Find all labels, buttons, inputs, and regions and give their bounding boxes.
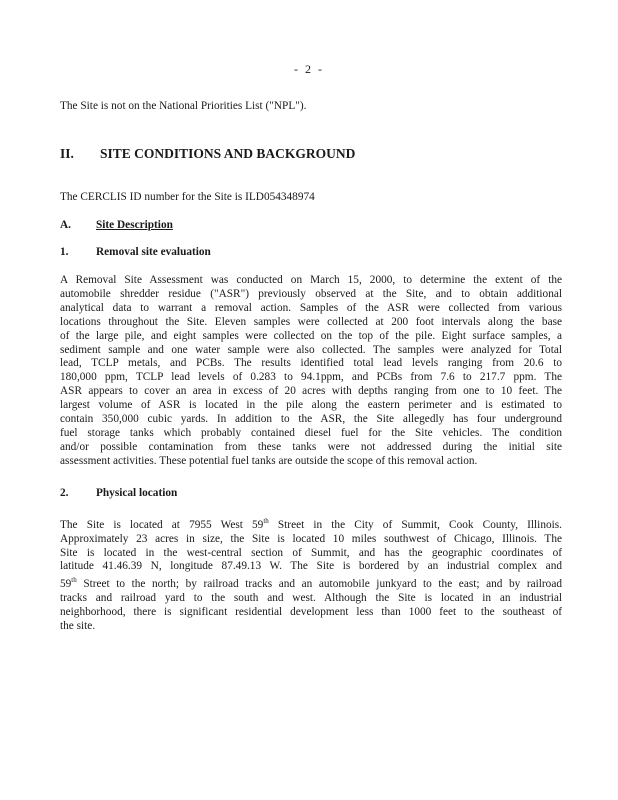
physical-location-paragraph — [60, 515, 562, 634]
paragraph-line: lead, TCLP metals, and PCBs. The results identified total lead levels ranging from 20.6 to — [60, 357, 562, 370]
paragraph-line: analytical data to warrant a removal action. Samples of the ASR were collected from various — [60, 301, 562, 314]
subsection-a-title: Site Description — [96, 219, 173, 231]
removal-evaluation-paragraph — [60, 274, 562, 469]
paragraph-line: of the large pile, and eight samples were collected on the top of the pile. Eight surface samples, a — [60, 329, 562, 342]
page-number: - 2 - — [294, 62, 324, 76]
section-number: II. — [60, 146, 74, 161]
paragraph-line: automobile shredder residue ("ASR") previously observed at the Site, and to obtain additional — [60, 287, 562, 300]
paragraph-line: the site. — [60, 619, 96, 632]
npl-statement: The Site is not on the National Priorities List ("NPL"). — [60, 100, 307, 112]
subsection-1-heading — [60, 246, 211, 258]
section-heading — [60, 146, 355, 162]
paragraph-line: The Site is located at 7955 West 59th Street in the City of Summit, Cook County, Illinois. — [60, 517, 562, 531]
subsection-2-heading — [60, 487, 177, 499]
paragraph-line: assessment activities. These potential fuel tanks are outside the scope of this removal action. — [60, 454, 478, 467]
paragraph-line: latitude 41.46.39 N, longitude 87.49.13 W. The Site is bordered by an industrial complex and — [60, 560, 562, 573]
paragraph-line: 180,000 ppm, TCLP lead levels of 0.283 to 94.1ppm, and PCBs from 7.6 to 217.7 ppm. The — [60, 371, 562, 384]
paragraph-line: sediment sample and one water sample were also collected. The samples were analyzed for Total — [60, 343, 562, 356]
paragraph-line: Site is located in the west-central section of Summit, and has the geographic coordinates of — [60, 546, 562, 559]
paragraph-line: largest volume of ASR is located in the pile along the eastern perimeter and is estimated to — [60, 399, 562, 412]
paragraph-line: fuel storage tanks which probably contained diesel fuel for the Site vehicles. The condition — [60, 426, 562, 439]
section-title: SITE CONDITIONS AND BACKGROUND — [100, 146, 356, 161]
paragraph-line: A Removal Site Assessment was conducted on March 15, 2000, to determine the extent of the — [60, 274, 562, 286]
subsection-2-number: 2. — [60, 487, 69, 499]
paragraph-line: Approximately 23 acres in size, the Site is located 10 miles southwest of Chicago, Illinois. The — [60, 532, 562, 545]
subsection-a-number: A. — [60, 219, 71, 231]
paragraph-line: contain 350,000 cubic yards. In addition to the ASR, the Site allegedly has four underground — [60, 413, 562, 426]
cerclis-statement: The CERCLIS ID number for the Site is ILD054348974 — [60, 191, 315, 203]
subsection-2-title: Physical location — [96, 487, 178, 499]
subsection-a-heading — [60, 219, 173, 231]
paragraph-line: and/or possible contamination from these tanks were not addressed during the initial site — [60, 440, 562, 453]
paragraph-line: neighborhood, there is significant residential development less than 1000 feet to the southeast of — [60, 605, 562, 618]
paragraph-line: ASR appears to cover an area in excess of 20 acres with depths ranging from one to 10 feet. The — [60, 385, 562, 398]
subsection-1-number: 1. — [60, 246, 69, 258]
subsection-1-title: Removal site evaluation — [96, 246, 211, 258]
paragraph-line: 59th Street to the north; by railroad tracks and an automobile junkyard to the east; and by railroad — [60, 576, 562, 591]
paragraph-line: locations throughout the Site. Eleven samples were collected at 200 foot intervals along the base — [60, 315, 562, 328]
paragraph-line: tracks and railroad yard to the south and west. Although the Site is located in an industrial — [60, 592, 562, 605]
